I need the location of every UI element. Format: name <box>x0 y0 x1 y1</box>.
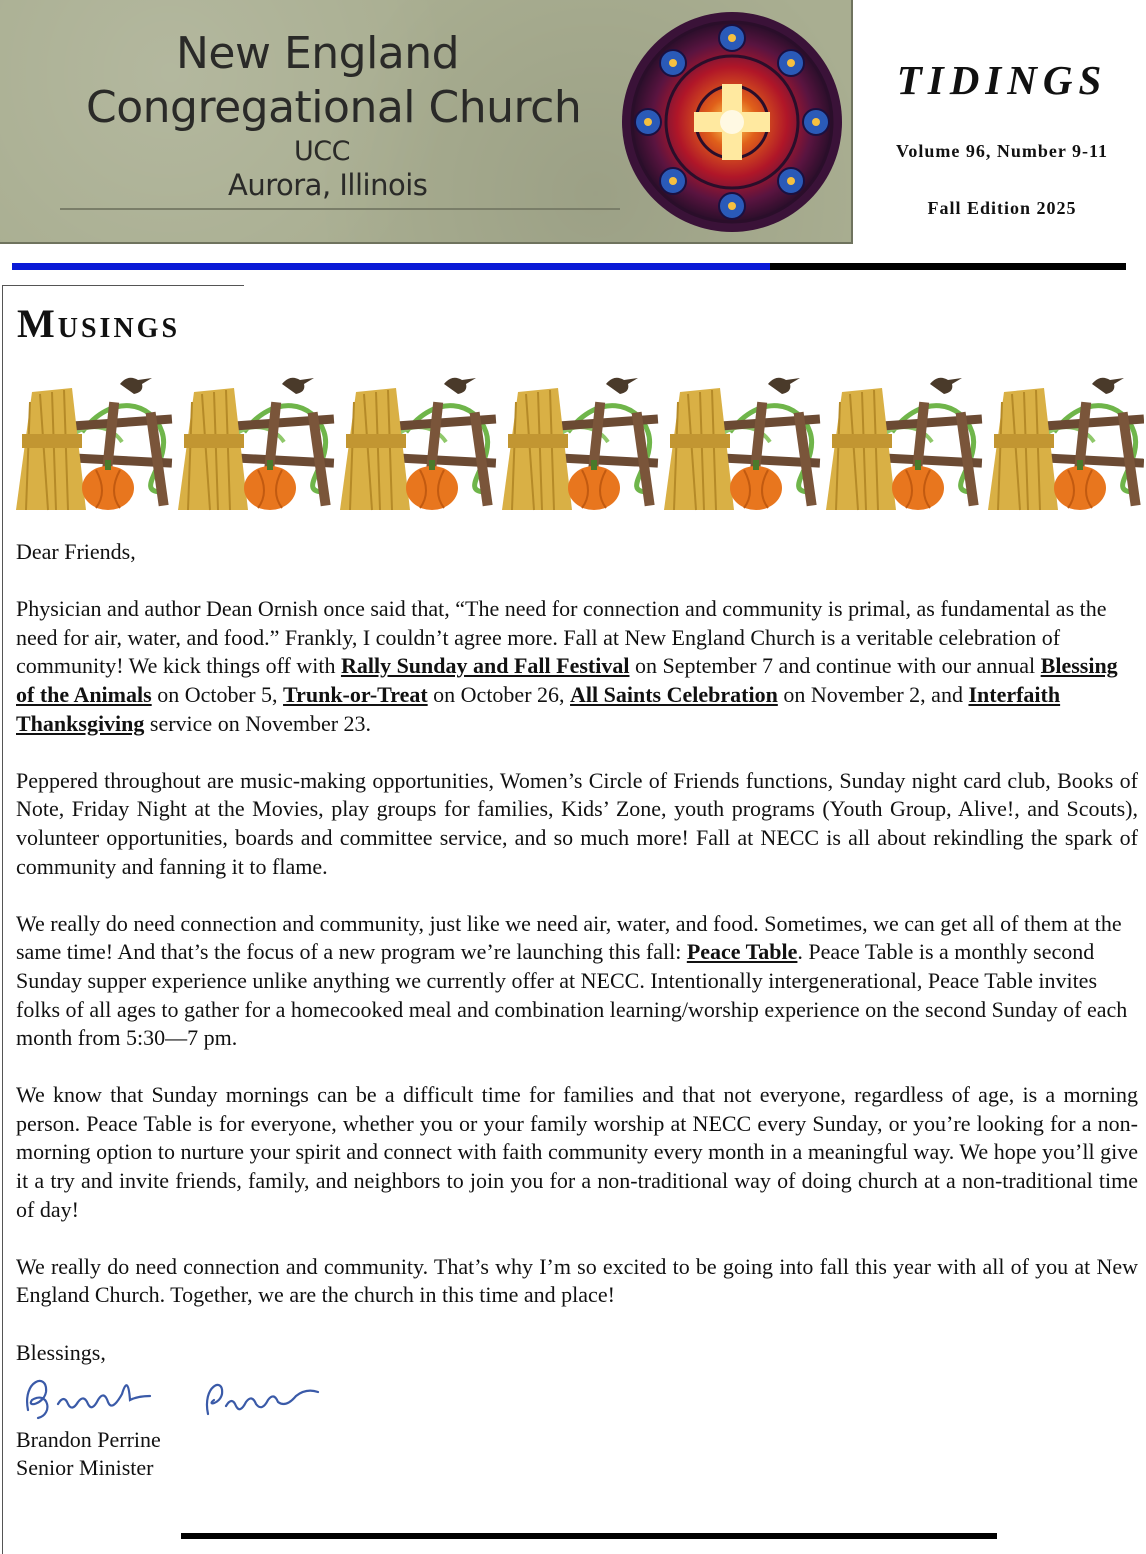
paragraph-text: on November 2, and <box>777 681 969 707</box>
edition-label: Fall Edition 2025 <box>927 198 1077 218</box>
column-frame-left <box>2 285 3 1554</box>
paragraph-events <box>16 595 1138 738</box>
column-frame-top <box>2 285 244 286</box>
banner-underline <box>60 208 620 210</box>
event-all-saints: All Saints Celebration <box>570 681 778 707</box>
event-blessing-of-animals: Blessing of the Animals <box>16 653 1118 707</box>
event-interfaith-thanksgiving: Interfaith Thanksgiving <box>16 681 1061 736</box>
newsletter-title: TIDINGS <box>896 57 1108 103</box>
rose-window-icon <box>618 8 846 236</box>
letter-body <box>16 538 1138 1396</box>
church-name-line2: Congregational Church <box>86 82 582 133</box>
paragraph-text: Physician and author Dean Ornish once said that, “The need for connection and community is primal, as fundamental as the need for air, water, and food.” Frankly, I couldn’t agree more. Fall at New England Church is a veritable celebration of community! We kick things off with <box>16 596 1107 679</box>
paragraph-text: service on November 23. <box>144 710 372 736</box>
church-name-line1: New England <box>176 28 460 79</box>
event-rally-sunday: Rally Sunday and Fall Festival <box>340 653 630 679</box>
denomination: UCC <box>294 136 350 167</box>
paragraph-sunday-mornings: We know that Sunday mornings can be a difficult time for families and that not everyone, regardless of age, is a morning person. Peace Table is for everyone, whether you or your family worship at NECC every Sunday, or you’re looking for a non-morning option to nurture your spirit and connect with faith community every month in a meaningful way. We hope you’ll give it a try and invite friends, family, and neighbors to join you for a non-traditional way of doing church at a non-traditional time of day! <box>16 1082 1138 1222</box>
volume-number: Volume 96, Number 9-11 <box>895 141 1108 161</box>
divider-black <box>770 263 1126 270</box>
paragraph-text: . Peace Table is a monthly second Sunday supper experience unlike anything we currently offer at NECC. Intentionally intergenerational, Peace Table invites folks of all ages to gather for a homecooked meal and combination learning/worship experience on the second Sunday of each month from 5:30—7 pm. <box>16 939 1128 1051</box>
newsletter-title-block <box>858 0 1146 244</box>
paragraph-text: We really do need connection and community, just like we need air, water, and food. Sometimes, we can get all of them at the same time! And that’s the focus of a new program we’re launching this fall: <box>16 910 1122 965</box>
paragraph-closing: We really do need connection and community. That’s why I’m so excited to be going into fall this year with all of you at New England Church. Together, we are the church in this time and place! <box>16 1253 1138 1308</box>
paragraph-text: on October 26, <box>427 681 571 707</box>
paragraph-opportunities: Peppered throughout are music-making opportunities, Women’s Circle of Friends functions, Sunday night card club, Books of Note, Friday Night at the Movies, play groups for families, Kids’ Zone, youth programs (Youth Group, Alive!, and Scouts), volunteer opportunities, boards and committee service, and so much more! Fall at NECC is all about rekindling the spark of community and fanning it to flame. <box>16 767 1138 879</box>
signature-title: Senior Minister <box>16 1455 154 1480</box>
harvest-border-icon <box>12 372 1144 514</box>
divider-blue <box>12 263 770 270</box>
event-trunk-or-treat: Trunk-or-Treat <box>283 681 428 707</box>
salutation: Dear Friends, <box>16 539 136 564</box>
masthead-banner <box>0 0 853 244</box>
paragraph-peace-table <box>16 910 1138 1053</box>
church-location: Aurora, Illinois <box>228 168 428 202</box>
event-peace-table: Peace Table <box>686 939 798 965</box>
signature-name: Brandon Perrine <box>16 1427 161 1452</box>
section-title: Musings <box>17 301 181 346</box>
closing-word: Blessings, <box>16 1339 106 1365</box>
handwritten-signature-icon <box>18 1370 338 1426</box>
paragraph-text: on October 5, <box>151 681 284 707</box>
paragraph-text: on September 7 and continue with our annual <box>629 653 1041 679</box>
bottom-divider <box>181 1533 997 1539</box>
